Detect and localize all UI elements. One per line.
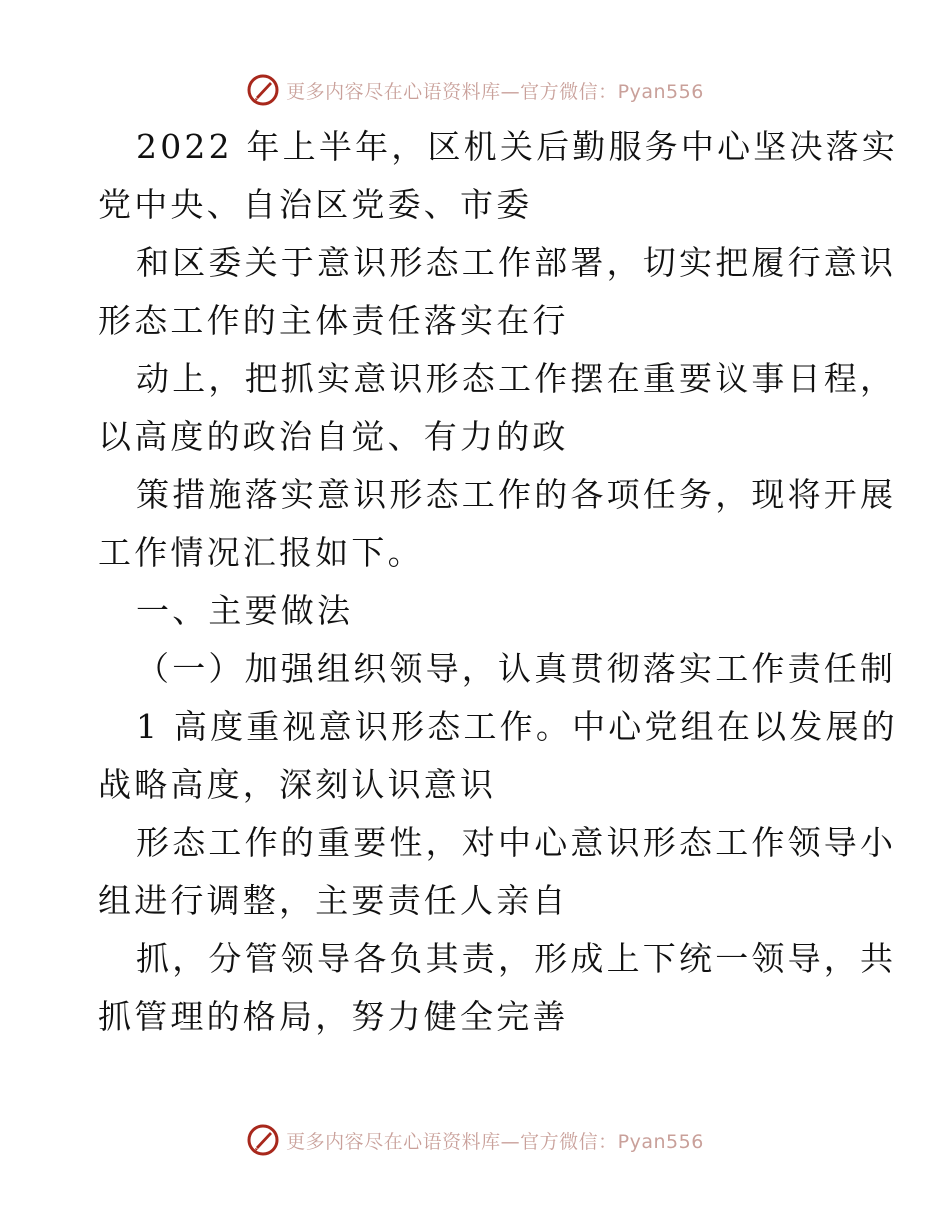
document-body [98,118,899,1046]
banner-wechat-text: 官方微信：Pyan556 [520,80,704,103]
text-line: 2022 年上半年，区机关后勤服务中心坚决落实 [136,127,899,166]
subsection-heading: （一）加强组织领导，认真贯彻落实工作责任制 [136,649,897,688]
text-line: 抓，分管领导各负其责，形成上下统一领导，共 [136,939,897,978]
section-heading: 一、主要做法 [136,591,354,630]
banner-lead-text: 更多内容尽在心语资料库— [286,80,521,103]
text-line: 形态工作的重要性，对中心意识形态工作领导小 [136,823,897,862]
text-line: 抓管理的格局，努力健全完善 [98,997,569,1036]
text-line: 形态工作的主体责任落实在行 [98,301,569,340]
text-line: 战略高度，深刻认识意识 [98,765,497,804]
text-line: 以高度的政治自觉、有力的政 [98,417,569,456]
header-banner [0,70,950,110]
text-line: 1 高度重视意识形态工作。中心党组在以发展的 [136,707,898,746]
banner-text [286,77,704,104]
footer-banner [0,1120,950,1160]
quill-pen-circle-icon [246,73,280,107]
banner-wechat-text: 官方微信：Pyan556 [520,1130,704,1153]
text-line: 工作情况汇报如下。 [98,533,424,572]
banner-lead-text: 更多内容尽在心语资料库— [286,1130,521,1153]
text-line: 组进行调整，主要责任人亲自 [98,881,569,920]
text-line: 策措施落实意识形态工作的各项任务，现将开展 [136,475,897,514]
text-line: 动上，把抓实意识形态工作摆在重要议事日程， [136,359,897,398]
text-line: 党中央、自治区党委、市委 [98,185,533,224]
quill-pen-circle-icon [246,1123,280,1157]
text-line: 和区委关于意识形态工作部署，切实把履行意识 [136,243,897,282]
banner-text [286,1127,704,1154]
